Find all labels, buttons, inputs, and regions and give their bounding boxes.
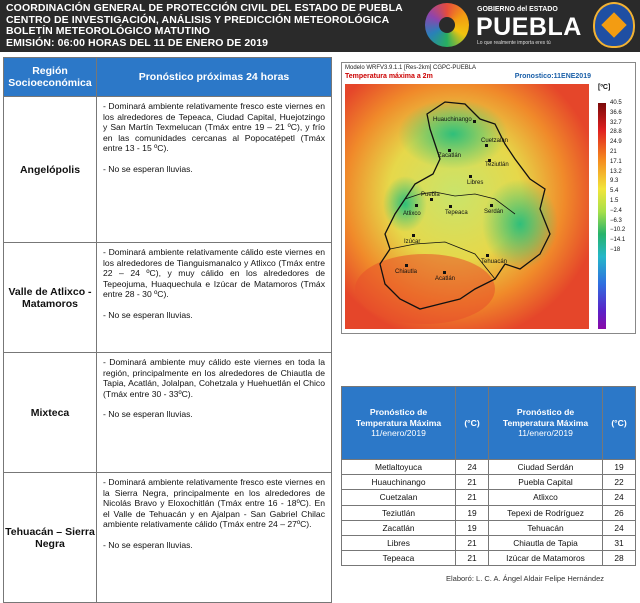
- station-name: Ciudad Serdán: [489, 460, 603, 475]
- station-temp: 28: [603, 551, 636, 566]
- station-name: Izúcar de Matamoros: [489, 551, 603, 566]
- header-titles: [6, 3, 403, 49]
- temp-header-left: [342, 387, 456, 460]
- svg-text:Teziutlán: Teziutlán: [485, 162, 509, 168]
- station-temp: 21: [456, 551, 489, 566]
- temp-header-date: 11/enero/2019: [371, 428, 426, 439]
- table-row: [4, 473, 332, 603]
- station-name: Puebla Capital: [489, 475, 603, 490]
- station-temp: 24: [603, 490, 636, 505]
- svg-text:Tepeaca: Tepeaca: [445, 210, 468, 216]
- station-name: Chiautla de Tapia: [489, 535, 603, 550]
- station-temp: 26: [603, 505, 636, 520]
- puebla-emblem-icon: [425, 3, 469, 47]
- station-name: Tepeaca: [342, 551, 456, 566]
- temp-header-title: Pronóstico de Temperatura Máxima: [502, 407, 589, 428]
- table-row: [4, 243, 332, 353]
- colorbar-labels: [610, 99, 625, 256]
- colorbar-tick-label: 13.2: [610, 168, 622, 175]
- station-temp: 22: [603, 475, 636, 490]
- forecast-text: - Dominará ambiente relativamente fresco este viernes en la Sierra Negra, principalmente en los alrededores de Nicolás Bravo y Eloxochitlán (Tmáx entre 16 - 18ºC). En el Valle de Tehuacán y en Ajalpan - San Gabriel Chilac ambiente relativamente cálido (Tmáx entre 24 – 27ºC).: [103, 477, 325, 530]
- station-name: Metlaltoyuca: [342, 460, 456, 475]
- svg-text:Zacatlán: Zacatlán: [438, 153, 462, 159]
- map-place-huauchinango: [433, 117, 476, 123]
- tagline: Lo que realmente importa eres tú: [477, 40, 551, 46]
- station-temp: 21: [456, 490, 489, 505]
- header-line-4: EMISIÓN: 06:00 HORAS DEL 11 DE ENERO DE 2019: [6, 36, 269, 49]
- map-forecast-date: Pronostico:11ENE2019: [514, 73, 591, 80]
- temperature-map: [341, 62, 636, 334]
- bulletin-header: [0, 0, 640, 52]
- station-temp: 19: [603, 460, 636, 475]
- colorbar-tick-label: 40.5: [610, 100, 622, 106]
- station-name: Tepexi de Rodríguez: [489, 505, 603, 520]
- table-row: [342, 551, 636, 566]
- rain-text: - No se esperan lluvias.: [103, 539, 193, 550]
- region-column-header: Región Socioeconómica: [4, 58, 97, 97]
- map-model-line: Modelo WRFV3.9.1.1 [Res-2km] CGPC-PUEBLA: [345, 65, 477, 71]
- station-name: Tehuacán: [489, 520, 603, 535]
- station-name: Atlixco: [489, 490, 603, 505]
- forecast-text: - Dominará ambiente relativamente cálido este viernes en los alrededores de Tianguismanalco y Atlixco (Tmáx entre 22 – 24 ºC), y muy cálido en los alrededores de Tepeojuma, Huaquechula e Izúcar de Matamoros (Tmáx entre 28 - 30 ºC).: [103, 247, 325, 300]
- forecast-cell: [97, 473, 332, 603]
- colorbar-tick-label: 9.3: [610, 178, 619, 185]
- svg-text:Izúcar: Izúcar: [404, 239, 421, 245]
- colorbar-tick-label: −6.3: [610, 217, 622, 224]
- header-line-3: BOLETÍN METEOROLÓGICO MATUTINO: [6, 25, 211, 37]
- forecast-cell: [97, 97, 332, 243]
- temp-header-date: 11/enero/2019: [518, 428, 573, 439]
- svg-text:Chiautla: Chiautla: [395, 269, 418, 275]
- station-name: Libres: [342, 535, 456, 550]
- header-line-1: COORDINACIÓN GENERAL DE PROTECCIÓN CIVIL DEL ESTADO DE PUEBLA: [6, 2, 403, 14]
- table-row: [342, 535, 636, 550]
- region-name: Tehuacán – Sierra Negra: [4, 473, 97, 603]
- station-name: Zacatlán: [342, 520, 456, 535]
- unit-header-right: (°C): [603, 387, 636, 460]
- unit-header-left: (°C): [456, 387, 489, 460]
- region-name: Valle de Atlixco - Matamoros: [4, 243, 97, 353]
- regional-forecast-table: [3, 57, 332, 603]
- forecast-cell: [97, 243, 332, 353]
- colorbar-tick-label: 17.1: [610, 158, 622, 165]
- header-line-2: CENTRO DE INVESTIGACIÓN, ANÁLISIS Y PREDICCIÓN METEOROLÓGICA: [6, 13, 390, 26]
- colorbar-tick-label: 32.7: [610, 119, 622, 126]
- max-temperature-table: [341, 386, 636, 566]
- svg-text:Cuetzalan: Cuetzalan: [481, 138, 509, 144]
- puebla-wordmark: PUEBLA: [476, 13, 582, 41]
- station-temp: 31: [603, 535, 636, 550]
- gobierno-label: GOBIERNO del ESTADO: [477, 6, 558, 13]
- station-name: Huauchinango: [342, 475, 456, 490]
- svg-text:Puebla: Puebla: [421, 192, 440, 198]
- station-temp: 19: [456, 505, 489, 520]
- temp-header-right: [489, 387, 603, 460]
- colorbar-tick-label: 1.5: [610, 197, 619, 204]
- table-row: [4, 353, 332, 473]
- table-row: [342, 460, 636, 475]
- svg-text:Acatlán: Acatlán: [435, 276, 456, 282]
- station-name: Teziutlán: [342, 505, 456, 520]
- colorbar-tick-label: −14.1: [610, 237, 626, 244]
- forecast-column-header: Pronóstico próximas 24 horas: [97, 58, 332, 97]
- forecast-cell: [97, 353, 332, 473]
- colorbar-tick-label: 28.8: [610, 129, 622, 136]
- station-temp: 19: [456, 520, 489, 535]
- colorbar-tick-label: 5.4: [610, 188, 619, 195]
- government-logos: [425, 2, 637, 50]
- table-row: [342, 520, 636, 535]
- forecast-text: - Dominará ambiente relativamente fresco este viernes en los alrededores de Tepeaca, Ciudad Capital, Huejotzingo y San Martín Texmelucan (Tmáx entre 19 – 21 ºC), y frío en las comunidades cercanas al Popocatépetl (Tmáx entre 13 - 15 ºC).: [103, 101, 325, 154]
- colorbar-unit: [ºC]: [598, 84, 611, 91]
- svg-text:Atlixco: Atlixco: [403, 211, 421, 217]
- region-name: Angelópolis: [4, 97, 97, 243]
- station-temp: 21: [456, 535, 489, 550]
- rain-text: - No se esperan lluvias.: [103, 163, 193, 174]
- station-temp: 21: [456, 475, 489, 490]
- station-temp: 24: [603, 520, 636, 535]
- colorbar-tick-label: 36.6: [610, 109, 622, 116]
- colorbar-tick-label: −18: [610, 246, 621, 253]
- colorbar-tick-label: −10.2: [610, 227, 626, 234]
- table-row: [4, 97, 332, 243]
- colorbar-tick-label: 21: [610, 148, 617, 155]
- rain-text: - No se esperan lluvias.: [103, 409, 193, 420]
- table-row: [342, 475, 636, 490]
- svg-text:Huauchinango: Huauchinango: [433, 117, 472, 123]
- rain-text: - No se esperan lluvias.: [103, 309, 193, 320]
- svg-text:Serdán: Serdán: [484, 209, 504, 215]
- table-row: [342, 490, 636, 505]
- svg-text:Libres: Libres: [467, 180, 484, 186]
- temp-header-title: Pronóstico de Temperatura Máxima: [355, 407, 442, 428]
- colorbar-tick-label: −2.4: [610, 207, 622, 214]
- station-temp: 24: [456, 460, 489, 475]
- proteccion-civil-badge-icon: [593, 2, 635, 48]
- svg-text:Tehuacán: Tehuacán: [481, 259, 508, 265]
- temperature-field-map: [345, 84, 589, 329]
- colorbar-tick-label: 24.9: [610, 139, 622, 146]
- station-name: Cuetzalan: [342, 490, 456, 505]
- temperature-colorbar: [598, 103, 606, 329]
- region-name: Mixteca: [4, 353, 97, 473]
- credit-line: Elaboró: L. C. A. Ángel Aldair Felipe Hernández: [446, 574, 605, 583]
- forecast-text: - Dominará ambiente muy cálido este viernes en toda la región, principalmente en los alrededores de Chiautla de Tapia, Acatlán, Jolalpan, Cohetzala y Huehuetlán el Chico (Tmáx entre 30 - 33ºC).: [103, 357, 325, 399]
- map-title: Temperatura máxima a 2m: [345, 73, 433, 80]
- table-row: [342, 505, 636, 520]
